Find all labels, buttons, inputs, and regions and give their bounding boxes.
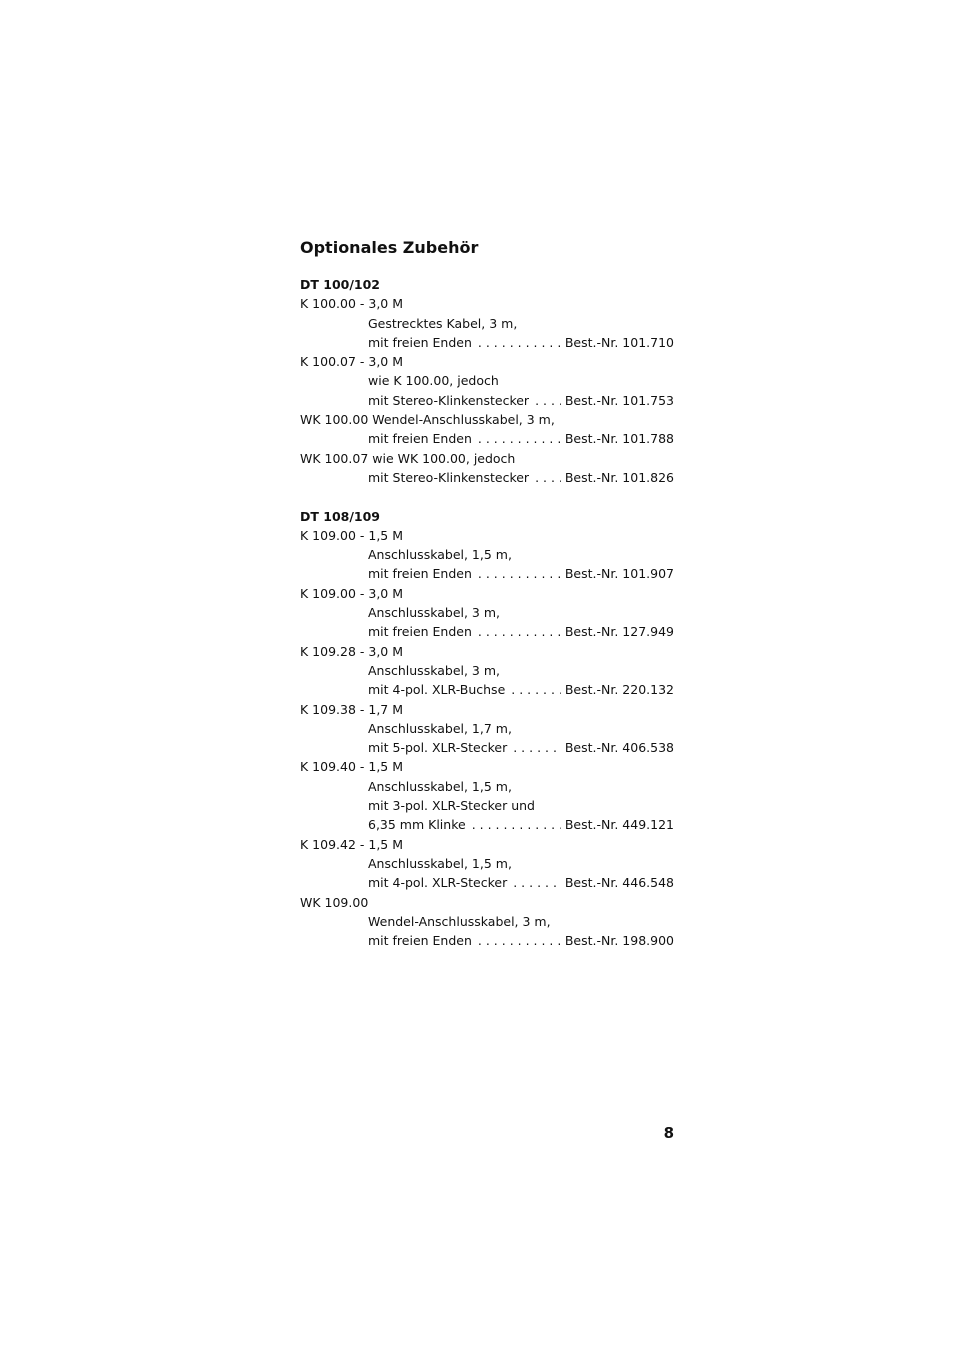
order-number-line xyxy=(300,564,674,583)
product-model-line: K 100.07 - 3,0 M xyxy=(300,354,404,370)
order-number-line xyxy=(300,622,674,641)
product-description: mit freien Enden xyxy=(368,431,472,447)
product-description: mit 4-pol. XLR-Stecker xyxy=(368,875,508,891)
order-number: Best.-Nr. 101.907 xyxy=(564,566,674,582)
page-number: 8 xyxy=(663,1124,674,1142)
order-number-line xyxy=(300,680,674,699)
order-number-line xyxy=(300,391,674,410)
product-model-line: K 109.38 - 1,7 M xyxy=(300,701,404,717)
dot-leader xyxy=(478,564,561,583)
order-number-line xyxy=(300,873,674,892)
dot-leader xyxy=(535,468,561,487)
product-description-line: Anschlusskabel, 3 m, xyxy=(368,605,501,621)
accessory-section xyxy=(300,275,674,487)
product-description: mit 5-pol. XLR-Stecker xyxy=(368,740,508,756)
dot-leader xyxy=(478,333,561,352)
order-number: Best.-Nr. 101.710 xyxy=(564,334,674,350)
dot-leader xyxy=(511,680,561,699)
dot-leader xyxy=(478,931,561,950)
product-model-line: WK 100.07 wie WK 100.00, jedoch xyxy=(300,450,516,466)
dot-leader xyxy=(478,429,561,448)
section-heading: DT 100/102 xyxy=(300,277,381,292)
product-model-line: K 109.28 - 3,0 M xyxy=(300,643,404,659)
order-number-line xyxy=(300,333,674,352)
order-number: Best.-Nr. 101.788 xyxy=(564,431,674,447)
product-description-line: Anschlusskabel, 1,7 m, xyxy=(368,720,512,736)
product-description-line: wie K 100.00, jedoch xyxy=(368,373,499,389)
product-description-line: Anschlusskabel, 3 m, xyxy=(368,662,501,678)
product-description-line: Gestrecktes Kabel, 3 m, xyxy=(368,315,518,331)
product-model-line: K 100.00 - 3,0 M xyxy=(300,296,404,312)
order-number-line xyxy=(300,468,674,487)
product-description: mit 4-pol. XLR-Buchse xyxy=(368,682,506,698)
order-number: Best.-Nr. 446.548 xyxy=(564,875,674,891)
dot-leader xyxy=(513,873,561,892)
order-number: Best.-Nr. 449.121 xyxy=(564,817,674,833)
section-heading: DT 108/109 xyxy=(300,508,381,524)
product-description: mit freien Enden xyxy=(368,334,472,350)
order-number: Best.-Nr. 220.132 xyxy=(564,682,674,698)
product-model-line: K 109.42 - 1,5 M xyxy=(300,836,404,852)
product-description: mit freien Enden xyxy=(368,566,472,582)
product-description: mit Stereo-Klinkenstecker xyxy=(368,392,530,408)
order-number-line xyxy=(300,931,674,950)
order-number: Best.-Nr. 101.753 xyxy=(564,392,674,408)
order-number-line xyxy=(300,738,674,757)
product-model-line: K 109.00 - 1,5 M xyxy=(300,527,404,543)
accessories-content xyxy=(300,236,674,950)
order-number: Best.-Nr. 127.949 xyxy=(564,624,674,640)
page-title: Optionales Zubehör xyxy=(300,238,479,257)
product-description: 6,35 mm Klinke xyxy=(368,817,466,833)
product-model-line: K 109.40 - 1,5 M xyxy=(300,759,404,775)
accessory-sections xyxy=(300,275,674,950)
dot-leader xyxy=(478,622,561,641)
dot-leader xyxy=(472,815,561,834)
product-model-line: WK 100.00 Wendel-Anschlusskabel, 3 m, xyxy=(300,412,555,428)
order-number-line xyxy=(300,815,674,834)
product-description-line: mit 3-pol. XLR-Stecker und xyxy=(368,798,535,814)
product-model-line: WK 109.00 xyxy=(300,894,369,910)
dot-leader xyxy=(513,738,561,757)
product-description: mit freien Enden xyxy=(368,624,472,640)
order-number: Best.-Nr. 101.826 xyxy=(564,469,674,485)
product-description-line: Anschlusskabel, 1,5 m, xyxy=(368,778,512,794)
order-number: Best.-Nr. 198.900 xyxy=(564,933,674,949)
product-description-line: Anschlusskabel, 1,5 m, xyxy=(368,855,512,871)
order-number-line xyxy=(300,429,674,448)
section-spacer xyxy=(300,487,674,506)
order-number: Best.-Nr. 406.538 xyxy=(564,740,674,756)
product-model-line: K 109.00 - 3,0 M xyxy=(300,585,404,601)
product-description-line: Wendel-Anschlusskabel, 3 m, xyxy=(368,913,551,929)
product-description: mit freien Enden xyxy=(368,933,472,949)
product-description-line: Anschlusskabel, 1,5 m, xyxy=(368,547,512,563)
accessory-section xyxy=(300,507,674,951)
product-description: mit Stereo-Klinkenstecker xyxy=(368,469,530,485)
dot-leader xyxy=(535,391,561,410)
